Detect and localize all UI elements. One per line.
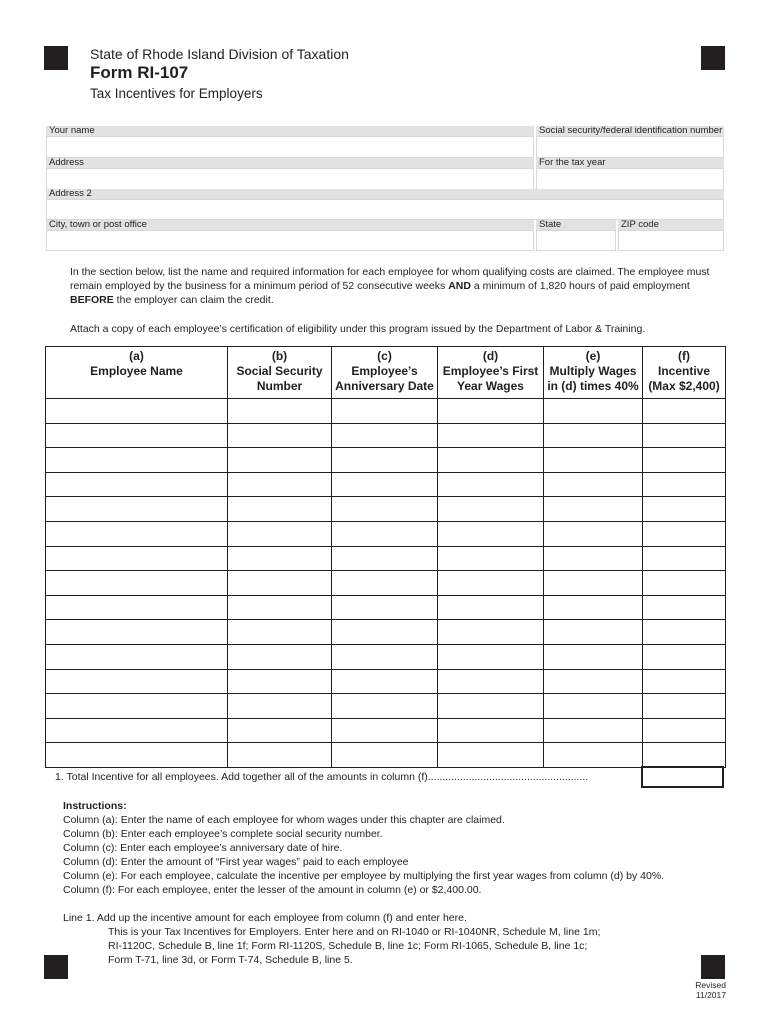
cell-column-c[interactable] (332, 448, 438, 473)
table-row (46, 595, 726, 620)
cell-column-b[interactable] (228, 644, 332, 669)
cell-column-c[interactable] (332, 620, 438, 645)
table-row (46, 472, 726, 497)
cell-column-a[interactable] (46, 595, 228, 620)
cell-column-d[interactable] (438, 743, 544, 768)
cell-column-d[interactable] (438, 644, 544, 669)
cell-column-e[interactable] (544, 399, 643, 424)
your-name-label: Your name (46, 126, 534, 136)
cell-column-c[interactable] (332, 423, 438, 448)
column-header-f: (f) Incentive (Max $2,400) (643, 347, 726, 399)
cell-column-e[interactable] (544, 571, 643, 596)
line1-first: Line 1. Add up the incentive amount for each employee from column (f) and enter here. (63, 912, 467, 924)
cell-column-d[interactable] (438, 546, 544, 571)
cell-column-d[interactable] (438, 399, 544, 424)
table-row (46, 448, 726, 473)
cell-column-e[interactable] (544, 546, 643, 571)
cell-column-a[interactable] (46, 743, 228, 768)
cell-column-f[interactable] (643, 718, 726, 743)
registration-mark-top-left (44, 46, 68, 70)
cell-column-c[interactable] (332, 399, 438, 424)
cell-column-c[interactable] (332, 644, 438, 669)
instruction-line: Column (d): Enter the amount of “First year wages” paid to each employee (63, 856, 409, 868)
cell-column-e[interactable] (544, 448, 643, 473)
registration-mark-bottom-right (701, 955, 725, 979)
cell-column-d[interactable] (438, 669, 544, 694)
ssn-fein-field[interactable] (536, 136, 724, 158)
registration-mark-top-right (701, 46, 725, 70)
cell-column-a[interactable] (46, 546, 228, 571)
instruction-line: Column (b): Enter each employee’s complete social security number. (63, 828, 383, 840)
cell-column-a[interactable] (46, 399, 228, 424)
cell-column-f[interactable] (643, 620, 726, 645)
cell-column-f[interactable] (643, 644, 726, 669)
cell-column-d[interactable] (438, 595, 544, 620)
revised-date: 11/2017 (695, 990, 726, 1000)
cell-column-b[interactable] (228, 669, 332, 694)
cell-column-a[interactable] (46, 644, 228, 669)
zip-field[interactable] (618, 230, 724, 251)
cell-column-e[interactable] (544, 497, 643, 522)
cell-column-b[interactable] (228, 694, 332, 719)
cell-column-a[interactable] (46, 718, 228, 743)
cell-column-e[interactable] (544, 423, 643, 448)
state-label: State (536, 220, 616, 230)
column-header-e: (e) Multiply Wages in (d) times 40% (544, 347, 643, 399)
cell-column-a[interactable] (46, 620, 228, 645)
instruction-line: Column (a): Enter the name of each employee for whom wages under this chapter are claimed. (63, 814, 505, 826)
cell-column-f[interactable] (643, 497, 726, 522)
line1-detail: Form T-71, line 3d, or Form T-74, Schedule B, line 5. (108, 954, 353, 966)
cell-column-a[interactable] (46, 669, 228, 694)
cell-column-d[interactable] (438, 448, 544, 473)
revised-label: Revised (695, 980, 726, 990)
cell-column-c[interactable] (332, 571, 438, 596)
cell-column-b[interactable] (228, 546, 332, 571)
cell-column-e[interactable] (544, 595, 643, 620)
cell-column-c[interactable] (332, 472, 438, 497)
table-row (46, 521, 726, 546)
cell-column-a[interactable] (46, 497, 228, 522)
tax-year-label: For the tax year (536, 158, 724, 168)
table-row (46, 669, 726, 694)
cell-column-c[interactable] (332, 694, 438, 719)
cell-column-b[interactable] (228, 718, 332, 743)
cell-column-e[interactable] (544, 620, 643, 645)
line1-instructions (63, 911, 600, 967)
address2-label: Address 2 (46, 189, 724, 199)
instruction-line: Column (f): For each employee, enter the lesser of the amount in column (e) or $2,400.00. (63, 884, 482, 896)
instructions-title: Instructions: (63, 800, 127, 812)
cell-column-d[interactable] (438, 423, 544, 448)
cell-column-d[interactable] (438, 472, 544, 497)
column-header-a: (a) Employee Name (46, 347, 228, 399)
table-row (46, 620, 726, 645)
cell-column-d[interactable] (438, 497, 544, 522)
table-row (46, 718, 726, 743)
cell-column-b[interactable] (228, 743, 332, 768)
cell-column-a[interactable] (46, 472, 228, 497)
city-field[interactable] (46, 230, 534, 251)
cell-column-b[interactable] (228, 521, 332, 546)
instructions-block (63, 799, 743, 897)
table-row (46, 497, 726, 522)
instruction-line: Column (c): Enter each employee’s anniversary date of hire. (63, 842, 343, 854)
revision-note (686, 980, 726, 1000)
table-row (46, 423, 726, 448)
cell-column-a[interactable] (46, 448, 228, 473)
total-incentive-field[interactable] (641, 766, 724, 788)
cell-column-f[interactable] (643, 521, 726, 546)
cell-column-d[interactable] (438, 571, 544, 596)
cell-column-a[interactable] (46, 571, 228, 596)
cell-column-e[interactable] (544, 521, 643, 546)
form-title: Tax Incentives for Employers (90, 86, 263, 101)
line1-detail: This is your Tax Incentives for Employers. Enter here and on RI-1040 or RI-1040NR, Schedule M, line 1m; (108, 926, 601, 938)
cell-column-e[interactable] (544, 743, 643, 768)
column-header-d: (d) Employee’s First Year Wages (438, 347, 544, 399)
cell-column-b[interactable] (228, 399, 332, 424)
table-row (46, 399, 726, 424)
address2-field[interactable] (46, 199, 724, 220)
cell-column-f[interactable] (643, 423, 726, 448)
cell-column-f[interactable] (643, 694, 726, 719)
ssn-fein-label: Social security/federal identification number (536, 126, 724, 136)
cell-column-c[interactable] (332, 743, 438, 768)
table-row (46, 694, 726, 719)
cell-column-a[interactable] (46, 694, 228, 719)
table-header-row (46, 347, 726, 399)
intro-paragraph: In the section below, list the name and required information for each employee for whom qualifying costs are claimed. The employee must remain employed by the business for a minimum period of 52 consecutive weeks AND a minimum of 1,820 hours of paid employment BEFORE the employer can claim the credit. (70, 266, 710, 306)
total-incentive-label: 1. Total Incentive for all employees. Add together all of the amounts in column (f)....................................................... (55, 771, 589, 783)
your-name-field[interactable] (46, 136, 534, 158)
cell-column-a[interactable] (46, 521, 228, 546)
cell-column-c[interactable] (332, 521, 438, 546)
column-header-c: (c) Employee’s Anniversary Date (332, 347, 438, 399)
line1-detail: RI-1120C, Schedule B, line 1f; Form RI-1120S, Schedule B, line 1c; Form RI-1065, Schedule B, line 1c; (108, 940, 588, 952)
tax-year-field[interactable] (536, 168, 724, 190)
column-header-b: (b) Social Security Number (228, 347, 332, 399)
cell-column-c[interactable] (332, 497, 438, 522)
state-field[interactable] (536, 230, 616, 251)
cell-column-d[interactable] (438, 521, 544, 546)
cell-column-f[interactable] (643, 595, 726, 620)
table-row (46, 743, 726, 768)
cell-column-d[interactable] (438, 620, 544, 645)
table-row (46, 571, 726, 596)
cell-column-f[interactable] (643, 743, 726, 768)
city-label: City, town or post office (46, 220, 534, 230)
agency-name: State of Rhode Island Division of Taxation (90, 46, 349, 62)
form-name: Form RI-107 (90, 63, 189, 82)
cell-column-b[interactable] (228, 595, 332, 620)
cell-column-b[interactable] (228, 448, 332, 473)
cell-column-b[interactable] (228, 472, 332, 497)
attach-paragraph: Attach a copy of each employee’s certification of eligibility under this program issued by the Department of Labor & Training. (70, 323, 646, 335)
table-row (46, 546, 726, 571)
address-label: Address (46, 158, 534, 168)
cell-column-e[interactable] (544, 669, 643, 694)
cell-column-c[interactable] (332, 669, 438, 694)
cell-column-b[interactable] (228, 620, 332, 645)
cell-column-c[interactable] (332, 595, 438, 620)
cell-column-e[interactable] (544, 644, 643, 669)
cell-column-d[interactable] (438, 694, 544, 719)
cell-column-f[interactable] (643, 472, 726, 497)
cell-column-c[interactable] (332, 546, 438, 571)
cell-column-e[interactable] (544, 718, 643, 743)
cell-column-d[interactable] (438, 718, 544, 743)
employee-table (45, 346, 726, 768)
cell-column-b[interactable] (228, 571, 332, 596)
cell-column-f[interactable] (643, 399, 726, 424)
zip-label: ZIP code (618, 220, 724, 230)
instruction-line: Column (e): For each employee, calculate the incentive per employee by multiplying the first year wages from column (d) by 40%. (63, 870, 665, 882)
cell-column-e[interactable] (544, 472, 643, 497)
cell-column-f[interactable] (643, 571, 726, 596)
cell-column-b[interactable] (228, 497, 332, 522)
cell-column-a[interactable] (46, 423, 228, 448)
cell-column-c[interactable] (332, 718, 438, 743)
cell-column-f[interactable] (643, 669, 726, 694)
table-row (46, 644, 726, 669)
cell-column-b[interactable] (228, 423, 332, 448)
cell-column-f[interactable] (643, 448, 726, 473)
address-field[interactable] (46, 168, 534, 190)
cell-column-e[interactable] (544, 694, 643, 719)
cell-column-f[interactable] (643, 546, 726, 571)
